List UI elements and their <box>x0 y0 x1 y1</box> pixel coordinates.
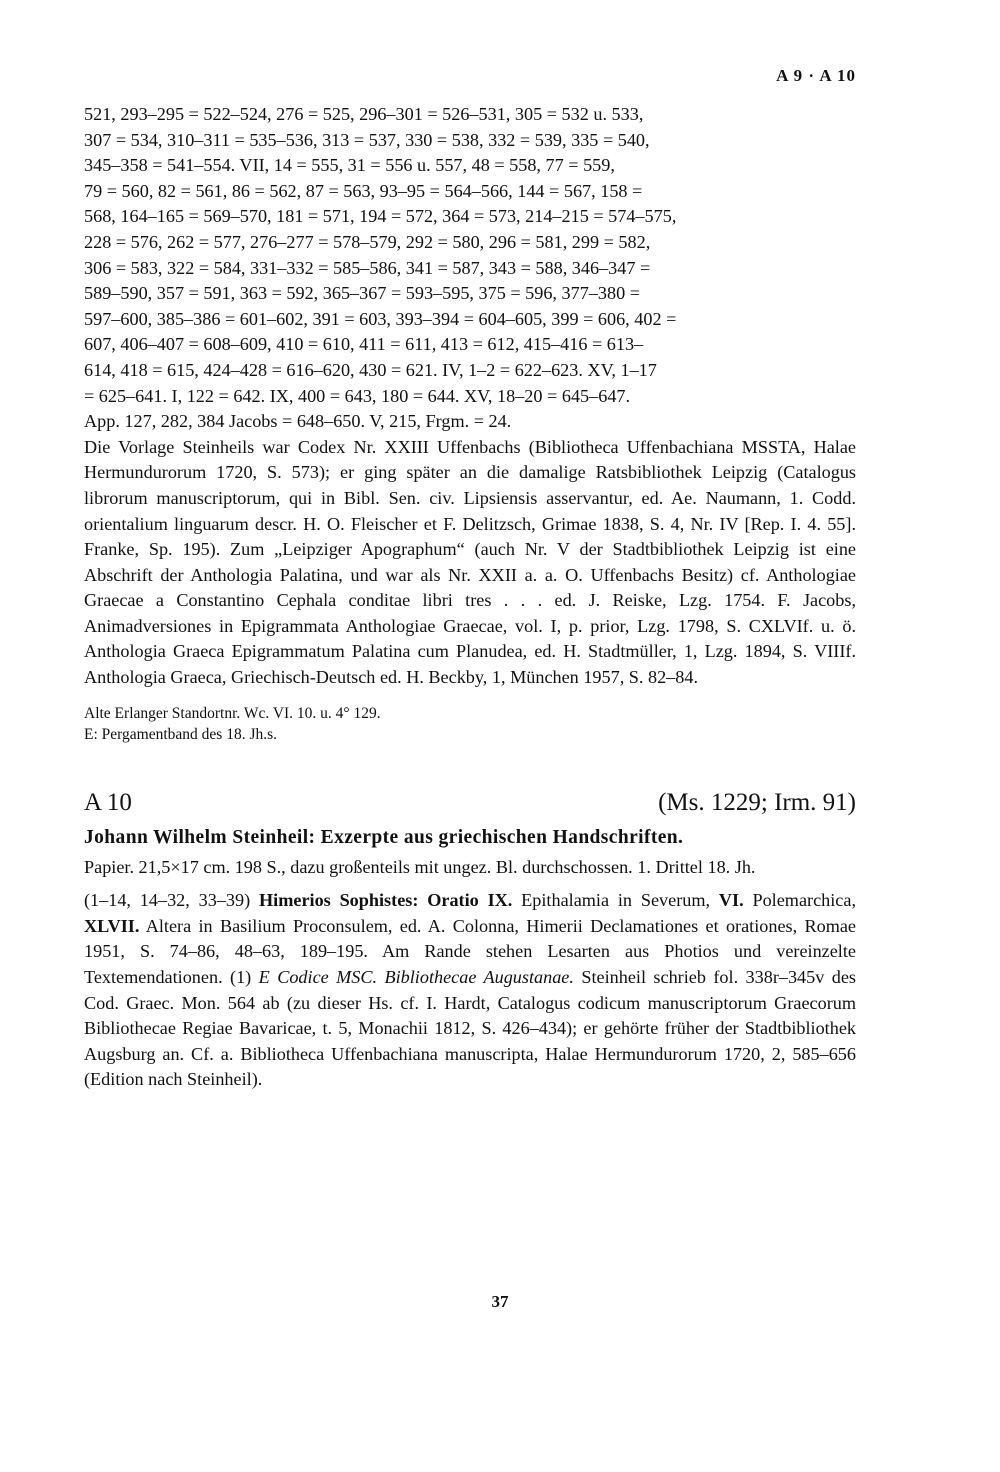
concordance-line: 521, 293–295 = 522–524, 276 = 525, 296–301 = 526–531, 305 = 532 u. 533, <box>84 104 644 124</box>
concordance-line: 307 = 534, 310–311 = 535–536, 313 = 537, 330 = 538, 332 = 539, 335 = 540, <box>84 129 650 150</box>
page-number: 37 <box>491 1292 509 1311</box>
page-range: (1–14, 14–32, 33–39) <box>84 890 260 911</box>
concordance-line: 228 = 576, 262 = 577, 276–277 = 578–579, 292 = 580, 296 = 581, 299 = 582, <box>84 231 651 252</box>
concordance-line: 79 = 560, 82 = 561, 86 = 562, 87 = 563, 93–95 = 564–566, 144 = 567, 158 = <box>84 180 643 201</box>
concordance-line: 597–600, 385–386 = 601–602, 391 = 603, 393–394 = 604–605, 399 = 606, 402 = <box>84 308 677 329</box>
content-text: Epithalamia in Severum, <box>512 890 719 911</box>
physical-description: Papier. 21,5×17 cm. 198 S., dazu großenteils mit ungez. Bl. durchschossen. 1. Drittel 18. Jh. <box>84 856 756 877</box>
oration-number: VI. <box>718 890 744 911</box>
content-description <box>84 888 856 1093</box>
entry-shelfmark: (Ms. 1229; Irm. 91) <box>658 788 856 816</box>
running-head: A 9 · A 10 <box>776 66 856 85</box>
binding-note: E: Pergamentband des 18. Jh.s. <box>84 725 278 743</box>
concordance-line: 589–590, 357 = 591, 363 = 592, 365–367 = 593–595, 375 = 596, 377–380 = <box>84 283 640 304</box>
concordance-line: 568, 164–165 = 569–570, 181 = 571, 194 = 572, 364 = 573, 214–215 = 574–575, <box>84 206 677 227</box>
content-text: Steinheil schrieb fol. 338r–345v des Cod. Graec. Mon. 564 ab (zu dieser Hs. cf. I. Hardt, Catalogus codicum manuscriptorum Graecorum Bibliothecae Regiae Bavaricae, t. 5, Monachii 1812, S. 426–434); er gehörte früher der Stadtbibliothek Augsburg an. Cf. a. Bibliotheca Uffenbachiana manuscripta, Halae Hermundurorum 1720, 2, 585–656 (Edition nach Steinheil). <box>84 967 857 1090</box>
concordance-line: 607, 406–407 = 608–609, 410 = 610, 411 = 611, 413 = 612, 415–416 = 613– <box>84 334 644 355</box>
concordance-line: 614, 418 = 615, 424–428 = 616–620, 430 = 621. IV, 1–2 = 622–623. XV, 1–17 <box>84 359 657 380</box>
entry-title: Johann Wilhelm Steinheil: Exzerpte aus griechischen Handschriften. <box>84 826 684 848</box>
concordance-line: 345–358 = 541–554. VII, 14 = 555, 31 = 556 u. 557, 48 = 558, 77 = 559, <box>84 155 615 176</box>
work-heading: Himerios Sophistes: Oratio IX. <box>259 890 513 911</box>
oration-number: XLVII. <box>84 915 140 936</box>
page <box>84 66 856 1093</box>
entry-siglum: A 10 <box>84 788 132 816</box>
notes-block <box>84 703 856 745</box>
old-shelfmark-note: Alte Erlanger Standortnr. Wc. VI. 10. u. 4° 129. <box>84 704 381 722</box>
concordance-block <box>84 102 856 691</box>
concordance-line: 306 = 583, 322 = 584, 331–332 = 585–586, 341 = 587, 343 = 588, 346–347 = <box>84 257 651 278</box>
concordance-line: App. 127, 282, 384 Jacobs = 648–650. V, 215, Frgm. = 24. <box>84 411 512 432</box>
a9-description: Die Vorlage Steinheils war Codex Nr. XXIII Uffenbachs (Bibliotheca Uffenbachiana MSSTA, Halae Hermundurorum 1720, S. 573); er ging später an die damalige Ratsbibliothek Leipzig (Catalogus librorum manuscriptorum, qui in Bibl. Sen. civ. Lipsiensis asservantur, ed. Ae. Naumann, 1. Codd. orientalium linguarum descr. H. O. Fleischer et F. Delitzsch, Grimae 1838, S. 4, Nr. IV [Rep. I. 4. 55]. Franke, Sp. 195). Zum „Leipziger Apographum“ (auch Nr. V der Stadtbibliothek Leipzig ist eine Abschrift der Anthologia Palatina, und war als Nr. XXII a. a. O. Uffenbachs Besitz) cf. Anthologiae Graecae a Constantino Cephala conditae libri tres . . . ed. J. Reiske, Lzg. 1754. F. Jacobs, Animadversiones in Epigrammata Anthologiae Graecae, vol. I, p. prior, Lzg. 1798, S. CXLVIf. u. ö. Anthologia Graeca Epigrammatum Palatina cum Planudea, ed. H. Stadtmüller, 1, Lzg. 1894, S. VIIIf. Anthologia Graeca, Griechisch-Deutsch ed. H. Beckby, 1, München 1957, S. 82–84. <box>84 436 856 688</box>
source-title: E Codice MSC. Bibliothecae Augustanae. <box>258 967 574 988</box>
content-text: Polemarchica, <box>743 890 856 911</box>
content-text: Altera in Basilium Proconsulem, ed. A. Colonna, Himerii Declamationes et orationes, Romae 1951, S. 74–86, 48–63, 189–195. Am Rande stehen Lesarten aus Photios und vereinzelte Textemendationen. (1) <box>84 915 856 988</box>
entry-header <box>84 789 856 817</box>
concordance-line: = 625–641. I, 122 = 642. IX, 400 = 643, 180 = 644. XV, 18–20 = 645–647. <box>84 385 631 406</box>
